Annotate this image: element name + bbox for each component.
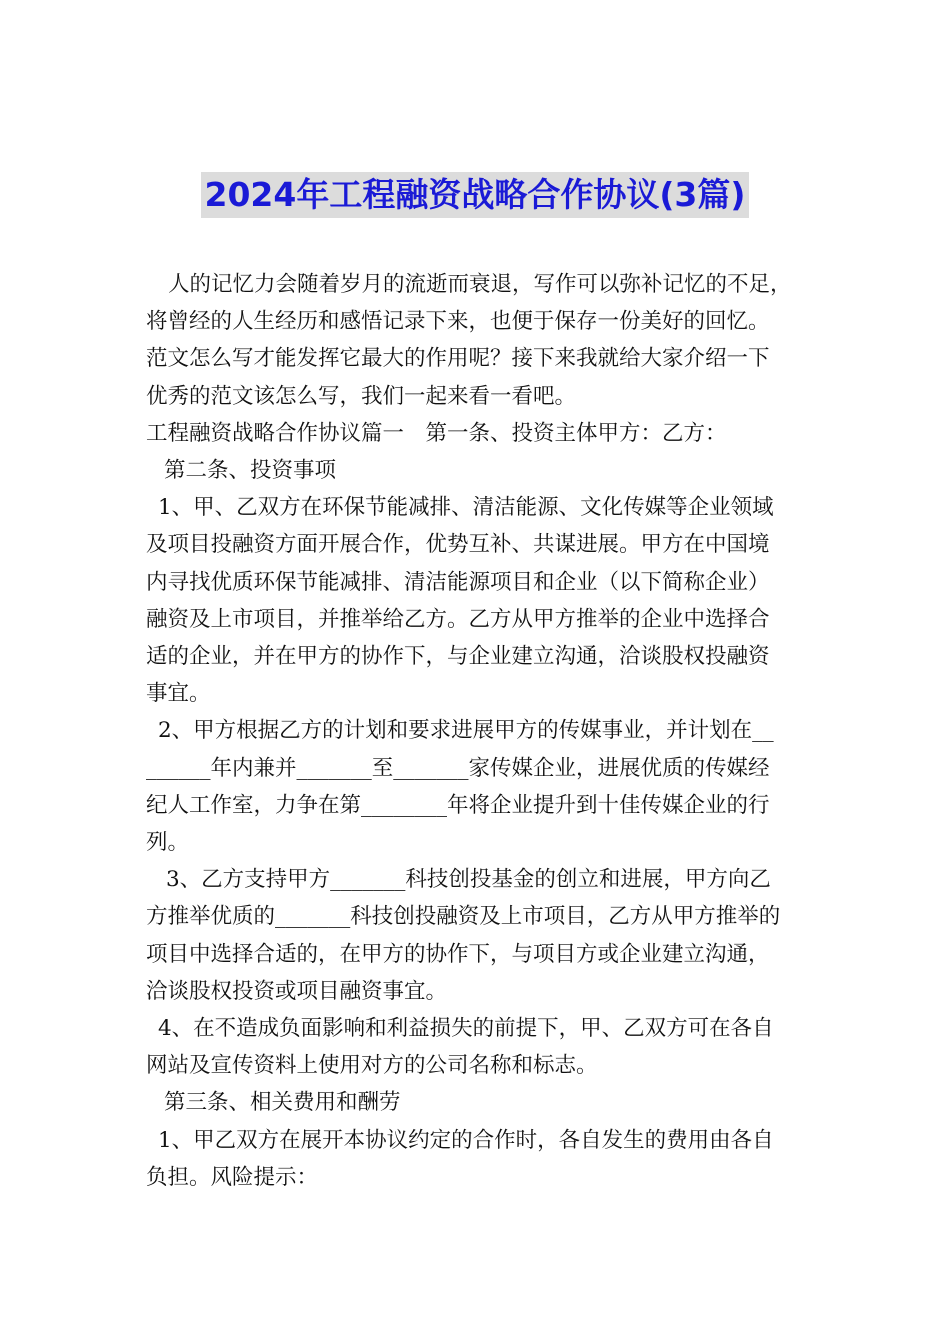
paragraph: [146, 415, 816, 452]
paragraph-line: 第二条、投资事项: [164, 458, 337, 484]
paragraph: [146, 1122, 816, 1196]
paragraph-line: 列。: [146, 830, 190, 856]
paragraph-line: 项目中选择合适的，在甲方的协作下，与项目方或企业建立沟通，: [146, 941, 770, 967]
paragraph-line: 洽谈股权投资或项目融资事宜。: [146, 978, 448, 1004]
paragraph-line: 1、甲乙双方在展开本协议约定的合作时，各自发生的费用由各自: [158, 1127, 774, 1153]
paragraph-line: ______年内兼并_______至_______家传媒企业，进展优质的传媒经: [146, 755, 770, 781]
paragraph-line: 第三条、相关费用和酬劳: [164, 1090, 401, 1116]
paragraph-line: 3、乙方支持甲方_______科技创投基金的创立和进展，甲方向乙: [166, 867, 771, 893]
paragraph: [146, 266, 816, 415]
paragraph: [146, 1010, 816, 1084]
paragraph: [146, 1084, 816, 1121]
paragraph-line: 负担。风险提示：: [146, 1164, 319, 1190]
paragraph-line: 适的企业，并在甲方的协作下，与企业建立沟通，洽谈股权投融资: [146, 644, 770, 670]
paragraph-line: 范文怎么写才能发挥它最大的作用呢？接下来我就给大家介绍一下: [146, 346, 770, 372]
paragraph-line: 1、甲、乙双方在环保节能减排、清洁能源、文化传媒等企业领域: [158, 495, 774, 521]
paragraph-line: 内寻找优质环保节能减排、清洁能源项目和企业（以下简称企业）: [146, 569, 770, 595]
paragraph-line: 工程融资战略合作协议篇一 第一条、投资主体甲方：乙方：: [146, 420, 727, 446]
paragraph-line: 网站及宣传资料上使用对方的公司名称和标志。: [146, 1053, 598, 1079]
paragraph: [146, 861, 816, 1010]
title-container: [0, 172, 950, 218]
paragraph-line: 4、在不造成负面影响和利益损失的前提下，甲、乙双方可在各自: [158, 1016, 774, 1042]
paragraph-line: 优秀的范文该怎么写，我们一起来看一看吧。: [146, 383, 577, 409]
document-title: 2024年工程融资战略合作协议(3篇): [201, 172, 750, 218]
paragraph-line: 纪人工作室，力争在第________年将企业提升到十佳传媒企业的行: [146, 792, 770, 818]
paragraph-line: 及项目投融资方面开展合作，优势互补、共谋进展。甲方在中国境: [146, 532, 770, 558]
paragraph-line: 事宜。: [146, 681, 211, 707]
paragraph-line: 将曾经的人生经历和感悟记录下来，也便于保存一份美好的回忆。: [146, 309, 770, 335]
paragraph: [146, 452, 816, 489]
paragraph-line: 2、甲方根据乙方的计划和要求进展甲方的传媒事业，并计划在__: [158, 718, 774, 744]
paragraph-line: 方推举优质的_______科技创投融资及上市项目，乙方从甲方推举的: [146, 904, 781, 930]
paragraph: [146, 712, 816, 861]
paragraph-line: 融资及上市项目，并推举给乙方。乙方从甲方推举的企业中选择合: [146, 606, 770, 632]
paragraph-line: 人的记忆力会随着岁月的流逝而衰退，写作可以弥补记忆的不足，: [168, 272, 792, 297]
paragraph: [146, 489, 816, 712]
document-body: [146, 266, 816, 1196]
